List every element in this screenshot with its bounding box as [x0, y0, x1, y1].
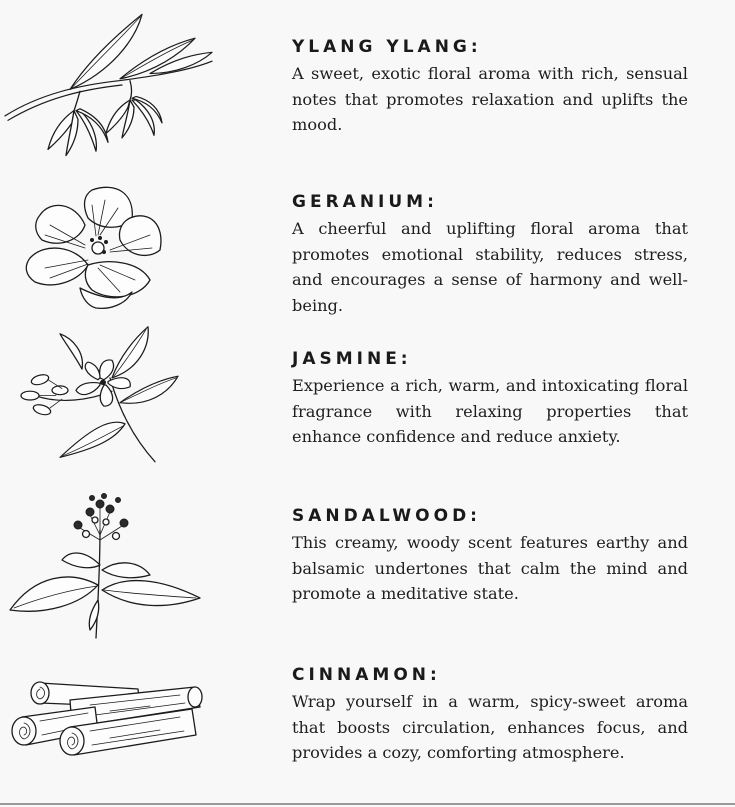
- entry-description: This creamy, woody scent features earthy and balsamic undertones that calm the mind and promote a meditative state.: [292, 533, 688, 603]
- entry-description: A cheerful and uplifting floral aroma that promotes emotional stability, reduces stress, and encourages a sense of harmony and well-being.: [292, 219, 688, 315]
- entry-sandalwood: [0, 490, 735, 640]
- entry-text: [292, 192, 688, 318]
- entry-jasmine: [0, 325, 735, 475]
- entry-heading: GERANIUM:: [292, 192, 438, 212]
- entry-text: [292, 506, 688, 607]
- entry-description: Experience a rich, warm, and intoxicating floral fragrance with relaxing properties that enhance confidence and reduce anxiety.: [292, 376, 688, 446]
- entry-text: [292, 665, 688, 766]
- entry-ylang-ylang: [0, 10, 735, 160]
- sandalwood-plant-icon: [0, 490, 230, 640]
- bottom-divider: [0, 803, 735, 805]
- entry-text: [292, 37, 688, 138]
- entry-geranium: [0, 180, 735, 330]
- geranium-flower-icon: [0, 180, 230, 330]
- entry-text: [292, 349, 688, 450]
- entry-heading: CINNAMON:: [292, 665, 441, 685]
- cinnamon-sticks-icon: [0, 645, 230, 795]
- ylang-ylang-flower-icon: [0, 10, 230, 160]
- entry-heading: JASMINE:: [292, 349, 412, 369]
- entry-description: Wrap yourself in a warm, spicy-sweet aroma that boosts circulation, enhances focus, and provides a cozy, comforting atmosphere.: [292, 692, 688, 762]
- entry-heading: SANDALWOOD:: [292, 506, 481, 526]
- entry-cinnamon: [0, 645, 735, 795]
- entry-heading: YLANG YLANG:: [292, 37, 482, 57]
- entry-description: A sweet, exotic floral aroma with rich, sensual notes that promotes relaxation and uplifts the mood.: [292, 64, 688, 134]
- jasmine-flower-icon: [0, 325, 230, 475]
